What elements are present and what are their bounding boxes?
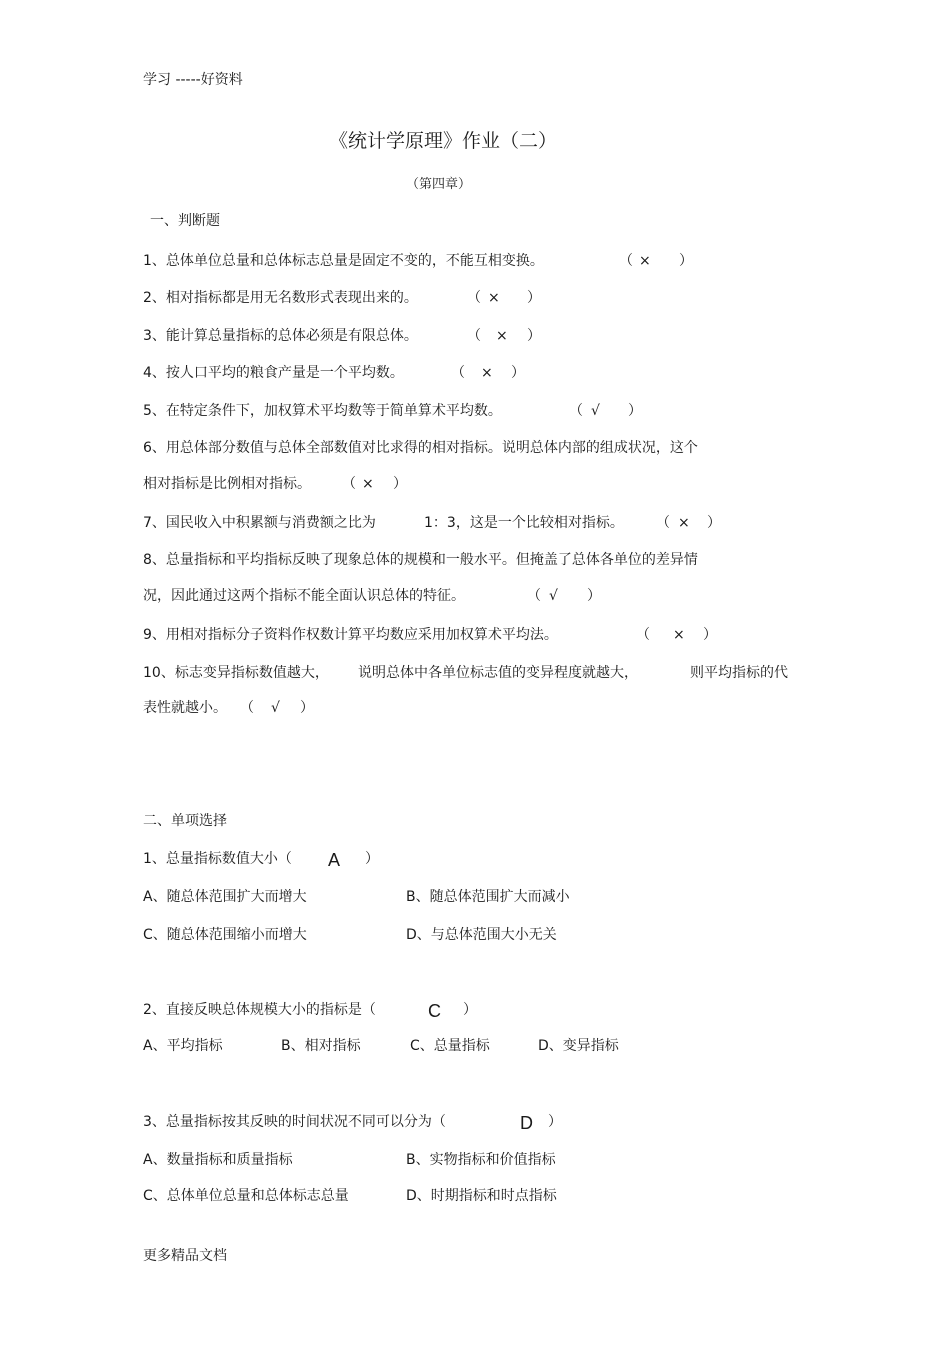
answer-mark: ×	[481, 365, 493, 381]
answer-close-paren: ）	[511, 365, 525, 381]
answer-open-paren: （	[467, 328, 481, 344]
option-b: B、实物指标和价值指标	[406, 1152, 556, 1168]
question-text-part-3: 则平均指标的代	[690, 665, 788, 681]
answer-mark: ×	[362, 476, 374, 492]
option-b: B、随总体范围扩大而减小	[406, 889, 570, 905]
answer-mark: ×	[488, 290, 500, 306]
answer-open-paren: （	[619, 253, 633, 269]
question-stem: 1、总量指标数值大小（	[143, 851, 292, 867]
option-d: D、时期指标和时点指标	[406, 1188, 557, 1204]
answer-close-paren: ）	[463, 1002, 477, 1018]
answer-close-paren: ）	[527, 328, 541, 344]
question-text: 3、能计算总量指标的总体必须是有限总体。	[143, 328, 418, 344]
answer-close-paren: ）	[587, 588, 601, 604]
option-a: A、平均指标	[143, 1038, 223, 1054]
chapter-label: （第四章）	[406, 177, 472, 192]
answer-mark: √	[549, 588, 558, 604]
page-header: 学习 -----好资料	[143, 72, 243, 88]
answer-close-paren: ）	[679, 253, 693, 269]
option-d: D、与总体范围大小无关	[406, 927, 557, 943]
question-answer: A	[328, 850, 341, 870]
question-text-part-1: 10、标志变异指标数值越大，	[143, 665, 329, 681]
document-title: 《统计学原理》作业（二）	[329, 130, 558, 152]
answer-mark: ×	[496, 328, 508, 344]
answer-mark: √	[271, 700, 280, 716]
section-heading-judgement: 一、判断题	[150, 213, 220, 229]
answer-close-paren: ）	[527, 290, 541, 306]
answer-close-paren: ）	[393, 476, 407, 492]
answer-open-paren: （	[656, 515, 670, 531]
question-text: 5、在特定条件下，加权算术平均数等于简单算术平均数。	[143, 403, 502, 419]
question-text-line-2: 相对指标是比例相对指标。	[143, 476, 311, 492]
question-text-ratio: 1：3，这是一个比较相对指标。	[424, 515, 624, 531]
answer-open-paren: （	[240, 700, 254, 716]
question-answer: D	[520, 1113, 533, 1133]
question-text-line-1: 6、用总体部分数值与总体全部数值对比求得的相对指标。说明总体内部的组成状况，这个	[143, 440, 698, 456]
answer-close-paren: ）	[707, 515, 721, 531]
answer-open-paren: （	[451, 365, 465, 381]
answer-close-paren: ）	[703, 627, 717, 643]
question-answer: C	[428, 1001, 441, 1021]
option-a: A、数量指标和质量指标	[143, 1152, 293, 1168]
answer-mark: √	[591, 403, 600, 419]
question-text-line-2: 况，因此通过这两个指标不能全面认识总体的特征。	[143, 588, 465, 604]
answer-open-paren: （	[636, 627, 650, 643]
question-text: 1、总体单位总量和总体标志总量是固定不变的，不能互相变换。	[143, 253, 544, 269]
option-c: C、总量指标	[410, 1038, 490, 1054]
option-d: D、变异指标	[538, 1038, 619, 1054]
answer-close-paren: ）	[628, 403, 642, 419]
answer-close-paren: ）	[548, 1114, 562, 1130]
answer-mark: ×	[673, 627, 685, 643]
question-text: 7、国民收入中积累额与消费额之比为	[143, 515, 376, 531]
question-stem: 2、直接反映总体规模大小的指标是（	[143, 1002, 376, 1018]
option-a: A、随总体范围扩大而增大	[143, 889, 307, 905]
question-text: 9、用相对指标分子资料作权数计算平均数应采用加权算术平均法。	[143, 627, 558, 643]
option-c: C、随总体范围缩小而增大	[143, 927, 307, 943]
answer-open-paren: （	[342, 476, 356, 492]
question-text: 2、相对指标都是用无名数形式表现出来的。	[143, 290, 418, 306]
page-footer: 更多精品文档	[143, 1248, 227, 1264]
section-heading-single-choice: 二、单项选择	[143, 813, 227, 829]
answer-close-paren: ）	[300, 700, 314, 716]
question-text-part-2: 说明总体中各单位标志值的变异程度就越大，	[358, 665, 638, 681]
answer-mark: ×	[639, 253, 651, 269]
option-c: C、总体单位总量和总体标志总量	[143, 1188, 349, 1204]
answer-mark: ×	[678, 515, 690, 531]
option-b: B、相对指标	[281, 1038, 361, 1054]
answer-open-paren: （	[569, 403, 583, 419]
question-text: 4、按人口平均的粮食产量是一个平均数。	[143, 365, 404, 381]
answer-open-paren: （	[467, 290, 481, 306]
question-stem: 3、总量指标按其反映的时间状况不同可以分为（	[143, 1114, 446, 1130]
question-text-line-1: 8、总量指标和平均指标反映了现象总体的规模和一般水平。但掩盖了总体各单位的差异情	[143, 552, 698, 568]
answer-open-paren: （	[527, 588, 541, 604]
answer-close-paren: ）	[365, 851, 379, 867]
question-text-line-2: 表性就越小。	[143, 700, 227, 716]
